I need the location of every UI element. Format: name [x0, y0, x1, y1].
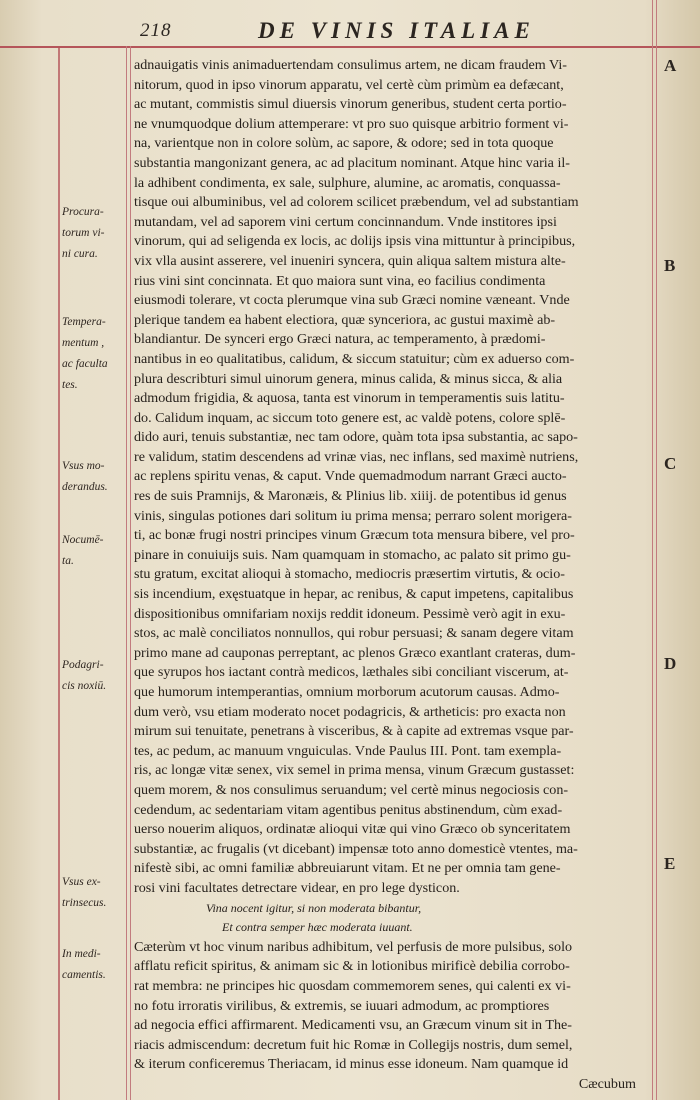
text-line: ris, ac longæ vitæ senex, vix semel in prima mensa, vinum Græcum gustasset:: [134, 762, 575, 779]
text-line: primo mane ad cauponas perreptant, ac plenos Græco exantlant crateras, dum-: [134, 644, 576, 661]
margin-note: Procura- torum vi- ni cura.: [62, 206, 105, 260]
text-line: ad negocia effici affirmarent. Medicamenti vsu, an Græcum vinum sit in The-: [134, 1017, 572, 1034]
margin-note: Podagri- cis noxiū.: [62, 659, 107, 692]
text-line: vix vlla ausint asserere, vel inueniri syncera, quin aliqua saltem mistura alte-: [134, 252, 566, 269]
header-rule: [0, 46, 700, 48]
text-line: quem morem, & nos consulimus seruandum; vel certè minus negociosis con-: [134, 781, 569, 798]
text-line: dido auri, tenuis substantiæ, nec tam odore, quàm tota ipsa substantia, ac sapo-: [134, 429, 578, 446]
section-letter-b: B: [664, 256, 676, 275]
text-line: ac mutant, commistis simul diuersis vinorum generibus, student certa portio-: [134, 96, 567, 113]
text-line: rosi vini facultates detrectare videar, en pro lege dysticon.: [134, 879, 460, 896]
text-line: no fotu irroratis virilibus, & extremis, se iuuari admodum, ac promptiores: [134, 997, 550, 1014]
text-line: dum verò, vsu etiam moderato nocet podagricis, & artheticis: pro exacta non: [134, 703, 566, 720]
text-line: afflatu reficit spiritus, & animam sic & in lotionibus mirificè debilia corrobo-: [134, 958, 570, 975]
text-line: tes, ac pedum, ac manuum vnguiculas. Vnde Paulus III. Pont. tam exempla-: [134, 742, 562, 759]
text-line: nantibus in eo qualitatibus, calidum, & siccum statuitur; cùm ex aduerso com-: [134, 350, 575, 367]
text-line: rius vini sint concinnata. Et quo maiora sunt vina, eo facilius condimenta: [134, 272, 546, 289]
left-margin-rule: [58, 46, 60, 1100]
text-line: vinis, singulas potiones dari solitum iu prima mensa; perraro solent morigera-: [134, 507, 572, 524]
text-line: blandiantur. De synceri ergo Græci natura, ac temperamento, à prædomi-: [134, 331, 546, 348]
text-left-rule: [126, 46, 127, 1100]
text-line: ac replens spiritu venas, & caput. Vnde quemadmodum narrant Græci aucto-: [134, 468, 567, 485]
section-letter-d: D: [664, 654, 677, 673]
text-line: rat membra: ne principes hic quosdam commemorem senes, qui calenti ex vi-: [134, 977, 571, 994]
text-line: stos, ac malè conciliatos nonnullos, qui robur persuasi; & sanam degere vitam: [134, 625, 574, 642]
text-line: que humorum intemperantias, omnium morborum acutorum causas. Admo-: [134, 684, 560, 700]
text-line: res de suis Pramnijs, & Maronæis, & Plinius lib. xiiij. de potentibus id genus: [134, 488, 567, 505]
text-line: stu gratum, excitat alioqui à stomacho, mediocris præsertim virtutis, & ocio-: [134, 566, 565, 583]
text-line: mirum sui tenuitate, penetrans à visceribus, & à capite ad extremas vsque par-: [134, 723, 574, 740]
verse-line: Et contra semper hæc moderata iuuant.: [222, 920, 413, 935]
page-header: [140, 18, 660, 44]
text-line: sis incendium, exęstuatque in hepar, ac renibus, & caput impetens, capitalibus: [134, 586, 574, 603]
text-line: vinorum, qui ad seligenda ex locis, ac dolijs ipsis vina mittuntur à principibus,: [134, 233, 576, 250]
text-line: mutandam, vel ad saporem vini certum concinnandum. Vnde institores ipsi: [134, 213, 557, 230]
text-line: que syrupos hos iactant contrà medicos, læthales sibi conciliant viscerum, at-: [134, 664, 569, 681]
margin-note: In medi- camentis.: [62, 948, 106, 981]
text-line: & iterum conficeremus Theriacam, id minus esse idoneum. Nam quamque id: [134, 1056, 569, 1073]
text-line: nitorum, quod in ipso vinorum apparatu, vel certè cùm primùm ea defæcant,: [134, 76, 564, 93]
margin-note: Vsus ex- trinsecus.: [62, 876, 107, 909]
text-line: adnauigatis vinis animaduertendam consulimus artem, ne dicam fraudem Vi-: [134, 57, 567, 73]
section-letter-e: E: [664, 854, 676, 873]
text-line: admodum frigidia, & aquosa, tanta est vinorum in temperamentis suis latitu-: [134, 390, 565, 407]
text-line: ne vnumquodque dolium attemperare: vt pro suo quisque arbitrio forment vi-: [134, 115, 569, 132]
text-line: plura describturi simul uinorum genera, minus calida, & minus sicca, & alia: [134, 370, 563, 387]
text-line: uerso nouerim aliquos, ordinatæ alioqui vitæ qui vino Græco ob synceritatem: [134, 821, 571, 838]
text-line: plerique tandem ea habent electiora, quæ synceriora, ac gustui maximè ab-: [134, 311, 556, 328]
margin-note: Vsus mo- derandus.: [62, 460, 108, 493]
text-line: re validum, statim descendens ad vrinæ vias, nec inflans, sed maximè nutriens,: [134, 448, 579, 465]
text-line: la adhibent condimenta, ex sale, sulphure, alumine, ac aromatis, conquassa-: [134, 174, 561, 191]
text-line: Cæterùm vt hoc vinum naribus adhibitum, vel perfusis de more pulsibus, solo: [134, 938, 573, 955]
text-line: dispositionibus omnifariam noxijs reddit idoneum. Pessimè verò agit in exu-: [134, 605, 566, 622]
text-line: substantiæ, ac frugalis (vt dicebant) impensæ toto anno domesticè vtentes, ma-: [134, 840, 578, 857]
verse-line: Vina nocent igitur, si non moderata bibantur,: [206, 900, 422, 915]
text-line: na, varientque non in colore solùm, ac sapore, & odore; sed in tota quoque: [134, 135, 554, 152]
text-left-rule-inner: [130, 46, 131, 1100]
text-line: riacis admiscendum: decretum fuit hic Romæ in Collegijs nostris, dum semel,: [134, 1036, 573, 1053]
section-letter-c: C: [664, 454, 677, 473]
main-text: [134, 56, 654, 1094]
text-line: do. Calidum inquam, ac siccum toto genere est, ac valdè potens, colore splē-: [134, 409, 566, 426]
text-line: eiusmodi tolerare, vt cocta plerumque vina sub Græci nomine væneant. Vnde: [134, 292, 570, 309]
text-line: pinare in conuiuijs suis. Nam quamquam in stomacho, ac palato sit primo gu-: [134, 546, 571, 563]
paragraph-1: [134, 56, 654, 899]
text-line: substantia mangonizant genera, ac ad placitum nominant. Atque hinc varia il-: [134, 154, 570, 171]
text-line: ti, ac bonæ frugi nostri principes vinum Græcum tota mensura bibere, vel pro-: [134, 527, 575, 544]
catchword: Cæcubum: [578, 1075, 636, 1092]
running-title: DE VINIS ITALIAE: [258, 18, 535, 43]
text-right-rule-outer: [656, 0, 657, 1100]
margin-note: Nocumē- ta.: [62, 534, 104, 567]
text-line: tisque oui albuminibus, vel ad colorem scilicet præbendum, vel ad substantiam: [134, 194, 579, 211]
page-number: 218: [140, 20, 172, 41]
margin-note: Tempera- mentum , ac faculta tes.: [62, 316, 108, 391]
section-letter-a: A: [664, 56, 677, 75]
paragraph-2: [134, 938, 654, 1075]
text-line: nifestè sibi, ac omni familiæ abbreuiarunt vitam. Et ne per omnia tam gene-: [134, 860, 561, 877]
text-line: cedendum, ac sedentariam vitam agentibus penitus abstinendum, cùm exad-: [134, 801, 563, 818]
